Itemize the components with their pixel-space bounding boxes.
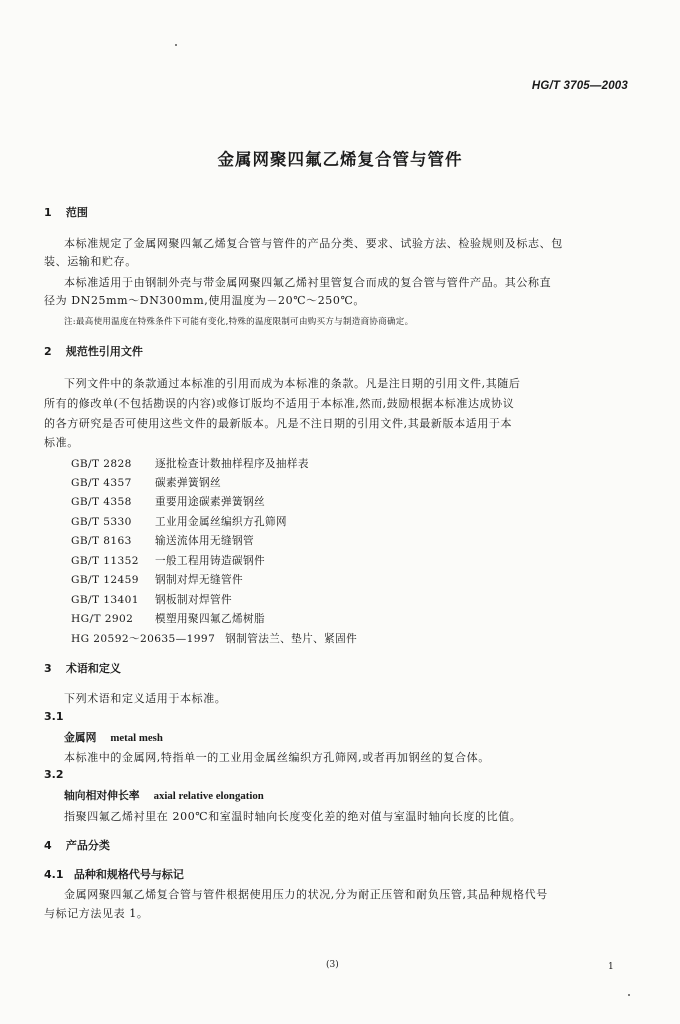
scope-paragraph-1-line-1: 本标准规定了金属网聚四氟乙烯复合管与管件的产品分类、要求、试验方法、检验规则及标志、包 xyxy=(64,237,563,250)
section-title: 术语和定义 xyxy=(65,662,121,675)
classification-paragraph-line-2: 与标记方法见表 1。 xyxy=(44,907,149,920)
reference-code: GB/T 4357 xyxy=(71,477,132,489)
scope-paragraph-2-line-1: 本标准适用于由钢制外壳与带金属网聚四氟乙烯衬里管复合而成的复合管与管件产品。其公称直 xyxy=(64,276,552,289)
reference-code: HG 20592～20635—1997 xyxy=(71,633,216,645)
scope-note: 注:最高使用温度在特殊条件下可能有变化,特殊的温度限制可由购买方与制造商协商确定。 xyxy=(64,317,414,327)
reference-title: 碳素弹簧钢丝 xyxy=(155,477,221,489)
reference-code: GB/T 4358 xyxy=(71,496,132,508)
term-2-definition: 指聚四氟乙烯衬里在 200℃和室温时轴向长度变化差的绝对值与室温时轴向长度的比值。 xyxy=(64,810,522,823)
reference-item xyxy=(71,475,221,490)
reference-code: GB/T 11352 xyxy=(71,555,139,567)
reference-item xyxy=(71,631,357,646)
terms-intro: 下列术语和定义适用于本标准。 xyxy=(64,692,227,705)
term-1-definition: 本标准中的金属网,特指单一的工业用金属丝编织方孔筛网,或者再加钢丝的复合体。 xyxy=(64,751,490,764)
reference-item xyxy=(71,456,309,471)
section-number: 2 xyxy=(44,345,52,358)
term-chinese: 轴向相对伸长率 xyxy=(64,789,140,802)
reference-code: GB/T 2828 xyxy=(71,458,132,470)
section-1-heading xyxy=(44,204,88,220)
reference-title: 钢制管法兰、垫片、紧固件 xyxy=(225,633,358,645)
reference-title: 工业用金属丝编织方孔筛网 xyxy=(155,516,287,528)
reference-code: GB/T 13401 xyxy=(71,594,139,606)
reference-code: GB/T 8163 xyxy=(71,535,132,547)
scope-paragraph-2-line-2: 径为 DN25mm～DN300mm,使用温度为－20℃～250℃。 xyxy=(44,294,365,307)
section-number: 1 xyxy=(44,206,52,219)
section-3-heading xyxy=(44,660,121,676)
reference-title: 输送流体用无缝钢管 xyxy=(155,535,254,547)
footer-center-label: (3) xyxy=(326,960,339,970)
scan-speck xyxy=(628,994,630,996)
term-2-number: 3.2 xyxy=(44,768,64,781)
term-1-number: 3.1 xyxy=(44,710,64,723)
section-title: 产品分类 xyxy=(65,839,110,852)
section-title: 范围 xyxy=(65,206,88,219)
reference-item xyxy=(71,592,232,607)
reference-title: 逐批检查计数抽样程序及抽样表 xyxy=(155,458,309,470)
reference-item xyxy=(71,553,265,568)
scope-paragraph-1-line-2: 装、运输和贮存。 xyxy=(44,255,137,268)
term-1-heading xyxy=(64,730,163,745)
term-chinese: 金属网 xyxy=(64,731,97,744)
section-number: 4 xyxy=(44,839,52,852)
reference-title: 钢制对焊无缝管件 xyxy=(155,574,243,586)
normative-intro-line-4: 标准。 xyxy=(44,436,79,449)
term-english: metal mesh xyxy=(110,732,163,744)
reference-item xyxy=(71,572,243,587)
section-title: 规范性引用文件 xyxy=(65,345,143,358)
reference-title: 模塑用聚四氟乙烯树脂 xyxy=(155,613,265,625)
classification-paragraph-line-1: 金属网聚四氟乙烯复合管与管件根据使用压力的状况,分为耐正压管和耐负压管,其品种规格代号 xyxy=(64,888,548,901)
reference-item xyxy=(71,533,254,548)
reference-code: HG/T 2902 xyxy=(71,613,134,625)
reference-title: 钢板制对焊管件 xyxy=(155,594,232,606)
page-number: 1 xyxy=(608,962,614,972)
reference-code: GB/T 5330 xyxy=(71,516,132,528)
term-2-heading xyxy=(64,788,264,803)
subsection-title: 品种和规格代号与标记 xyxy=(73,868,184,881)
reference-title: 一般工程用铸造碳钢件 xyxy=(155,555,265,567)
normative-intro-line-1: 下列文件中的条款通过本标准的引用而成为本标准的条款。凡是注日期的引用文件,其随后 xyxy=(64,377,521,390)
term-english: axial relative elongation xyxy=(153,790,264,802)
document-title: 金属网聚四氟乙烯复合管与管件 xyxy=(217,150,463,169)
normative-intro-line-2: 所有的修改单(不包括勘误的内容)或修订版均不适用于本标准,然而,鼓励根据本标准达成协议 xyxy=(44,397,515,410)
section-4-heading xyxy=(44,837,110,853)
subsection-4-1-heading xyxy=(44,866,184,882)
section-number: 3 xyxy=(44,662,52,675)
reference-title: 重要用途碳素弹簧钢丝 xyxy=(155,496,265,508)
reference-item xyxy=(71,514,287,529)
subsection-number: 4.1 xyxy=(44,868,64,881)
scan-speck xyxy=(175,44,177,46)
reference-code: GB/T 12459 xyxy=(71,574,139,586)
standard-number: HG/T 3705—2003 xyxy=(531,80,628,92)
reference-item xyxy=(71,494,265,509)
section-2-heading xyxy=(44,343,143,359)
normative-intro-line-3: 的各方研究是否可使用这些文件的最新版本。凡是不注日期的引用文件,其最新版本适用于本 xyxy=(44,417,513,430)
reference-item xyxy=(71,611,265,626)
